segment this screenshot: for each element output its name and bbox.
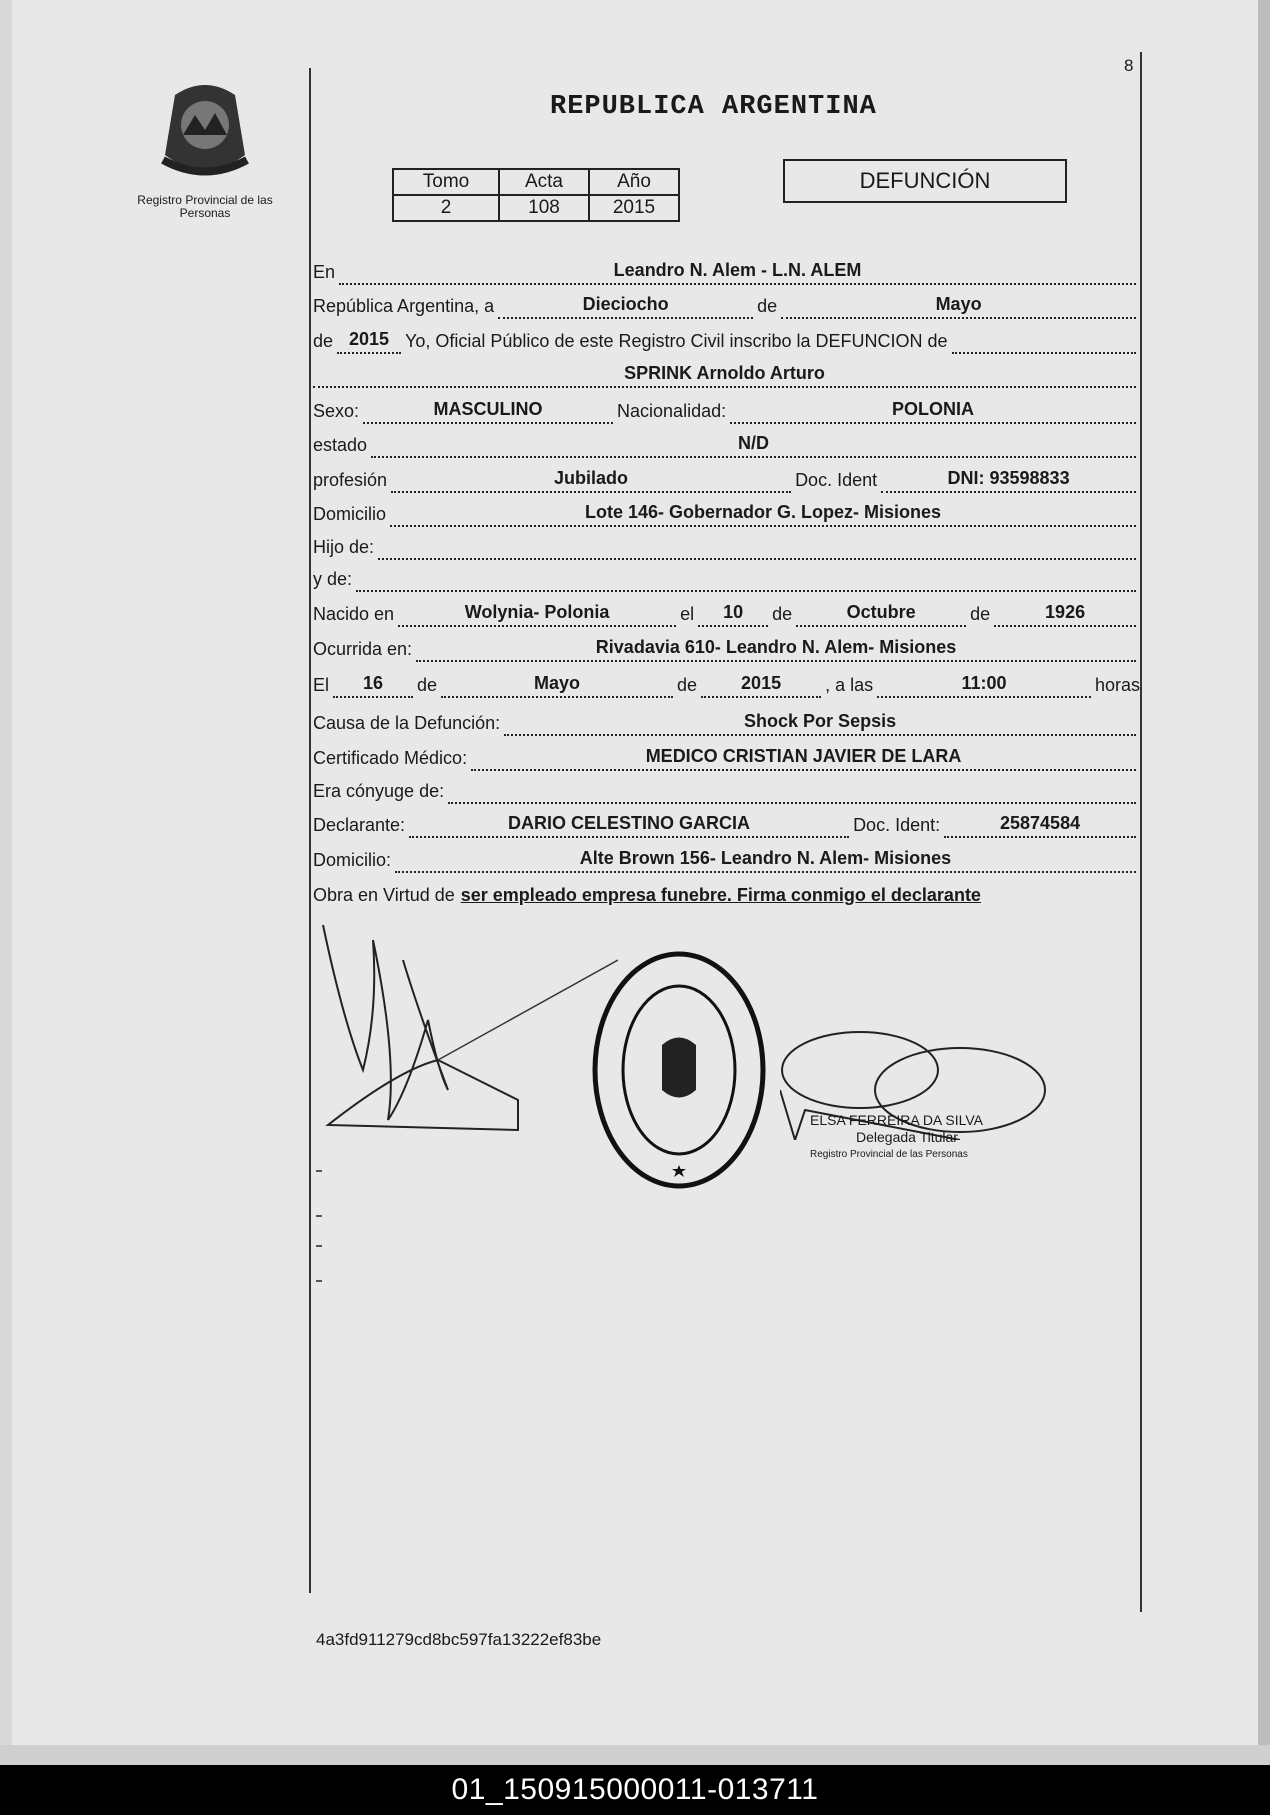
row-hijo [313,530,1140,560]
nacionalidad-value: POLONIA [730,399,1136,424]
declarante-dom-value: Alte Brown 156- Leandro N. Alem- Misiones [395,848,1136,873]
row-nombre [313,358,1140,388]
inscribo-text: Yo, Oficial Público de este Registro Civil inscribo la DEFUNCION de [405,331,948,351]
el-label: el [680,604,695,624]
document-title: REPUBLICA ARGENTINA [550,92,877,122]
certificado-value: MEDICO CRISTIAN JAVIER DE LARA [471,746,1136,771]
estado-label: estado [313,435,368,455]
right-margin-line [1140,52,1142,1612]
footer-id-bar [0,1765,1270,1815]
en-value: Leandro N. Alem - L.N. ALEM [339,260,1136,285]
nacido-label: Nacido en [313,604,395,624]
conyuge-blank [448,780,1136,804]
row-fecha-defuncion [313,668,1140,698]
sexo-value: MASCULINO [363,399,613,424]
row-republica [313,289,1140,319]
provincial-seal-icon [155,75,255,185]
row-en [313,255,1140,285]
doc-ident-value: DNI: 93598833 [881,468,1136,493]
de-label-5: de [417,675,438,695]
row-nacido [313,597,1140,627]
scan-bottom-strip [0,1745,1270,1765]
row-estado [313,428,1140,458]
registrar-name: ELSA FERREIRA DA SILVA [810,1112,983,1128]
de-label-2: de [313,331,334,351]
en-label: En [313,262,336,282]
header-anio: Año [589,169,679,195]
nacido-anio: 1926 [994,602,1136,627]
declarante-value: DARIO CELESTINO GARCIA [409,813,849,838]
causa-value: Shock Por Sepsis [504,711,1136,736]
nombre-value: SPRINK Arnoldo Arturo [313,363,1136,388]
y-de-blank [356,568,1136,592]
mes-value: Mayo [781,294,1136,319]
y-de-label: y de: [313,569,353,589]
profesion-label: profesión [313,470,388,490]
ocurrida-value: Rivadavia 610- Leandro N. Alem- Misiones [416,637,1136,662]
sexo-label: Sexo: [313,401,360,421]
nacido-lugar: Wolynia- Polonia [398,602,676,627]
declarante-dom-label: Domicilio: [313,850,392,870]
row-causa [313,706,1140,736]
de-label-3: de [772,604,793,624]
declarant-signature-icon [318,920,618,1140]
left-margin-line [309,68,311,1593]
domicilio-value: Lote 146- Gobernador G. Lopez- Misiones [390,502,1136,527]
registry-logo [130,75,280,220]
registrar-office: Registro Provincial de las Personas [810,1149,968,1160]
de-label-6: de [677,675,698,695]
margin-mark [316,1280,322,1282]
page-number: 8 [1124,56,1134,75]
nacionalidad-label: Nacionalidad: [617,401,727,421]
de-label: de [757,296,778,316]
value-tomo: 2 [393,195,499,221]
horas-label: horas [1094,675,1140,695]
fallec-anio: 2015 [701,673,821,698]
a-las-label: , a las [825,675,874,695]
fallec-dia: 16 [333,673,413,698]
obra-label: Obra en Virtud de [313,885,455,905]
row-declarante-domicilio [313,843,1140,873]
page-edge [1258,0,1270,1745]
ocurrida-label: Ocurrida en: [313,639,413,659]
row-conyuge [313,774,1140,804]
declarante-doc-value: 25874584 [944,813,1136,838]
value-acta: 108 [499,195,589,221]
profesion-value: Jubilado [391,468,791,493]
row-sexo [313,394,1140,424]
registry-stamp-icon [592,950,766,1190]
row-profesion [313,463,1140,493]
domicilio-label: Domicilio [313,504,387,524]
registry-table [392,168,680,222]
document-type-box: DEFUNCIÓN [783,159,1067,203]
fallec-mes: Mayo [441,673,673,698]
conyuge-label: Era cónyuge de: [313,781,445,801]
declarante-label: Declarante: [313,815,406,835]
registrar-role: Delegada Titular [856,1129,958,1145]
row-declarante [313,808,1140,838]
dia-value: Dieciocho [498,294,753,319]
hijo-label: Hijo de: [313,537,375,557]
de-label-4: de [970,604,991,624]
anio-value: 2015 [337,329,401,354]
causa-label: Causa de la Defunción: [313,713,501,733]
row-obra [313,878,1140,908]
row-y-de [313,562,1140,592]
estado-value: N/D [371,433,1136,458]
margin-mark [316,1170,322,1172]
row-domicilio [313,497,1140,527]
hijo-blank [378,536,1136,560]
hora-value: 11:00 [877,673,1091,698]
row-certificado [313,741,1140,771]
header-tomo: Tomo [393,169,499,195]
footer-id: 01_150915000011-013711 [451,1773,819,1806]
header-acta: Acta [499,169,589,195]
margin-mark [316,1245,322,1247]
republica-label: República Argentina, a [313,296,495,316]
logo-caption: Registro Provincial de las Personas [137,193,273,220]
El-label: El [313,675,330,695]
obra-value: ser empleado empresa funebre. Firma conmigo el declarante [460,885,981,905]
row-inscribo [313,324,1140,354]
row-ocurrida [313,632,1140,662]
registrar-block [810,1112,983,1163]
margin-mark [316,1215,322,1217]
doc-ident-label: Doc. Ident [795,470,878,490]
inscribo-blank [952,330,1136,354]
nacido-mes: Octubre [796,602,966,627]
document-hash: 4a3fd911279cd8bc597fa13222ef83be [316,1630,602,1649]
certificado-label: Certificado Médico: [313,748,468,768]
value-anio: 2015 [589,195,679,221]
nacido-dia: 10 [698,602,768,627]
declarante-doc-label: Doc. Ident: [853,815,941,835]
